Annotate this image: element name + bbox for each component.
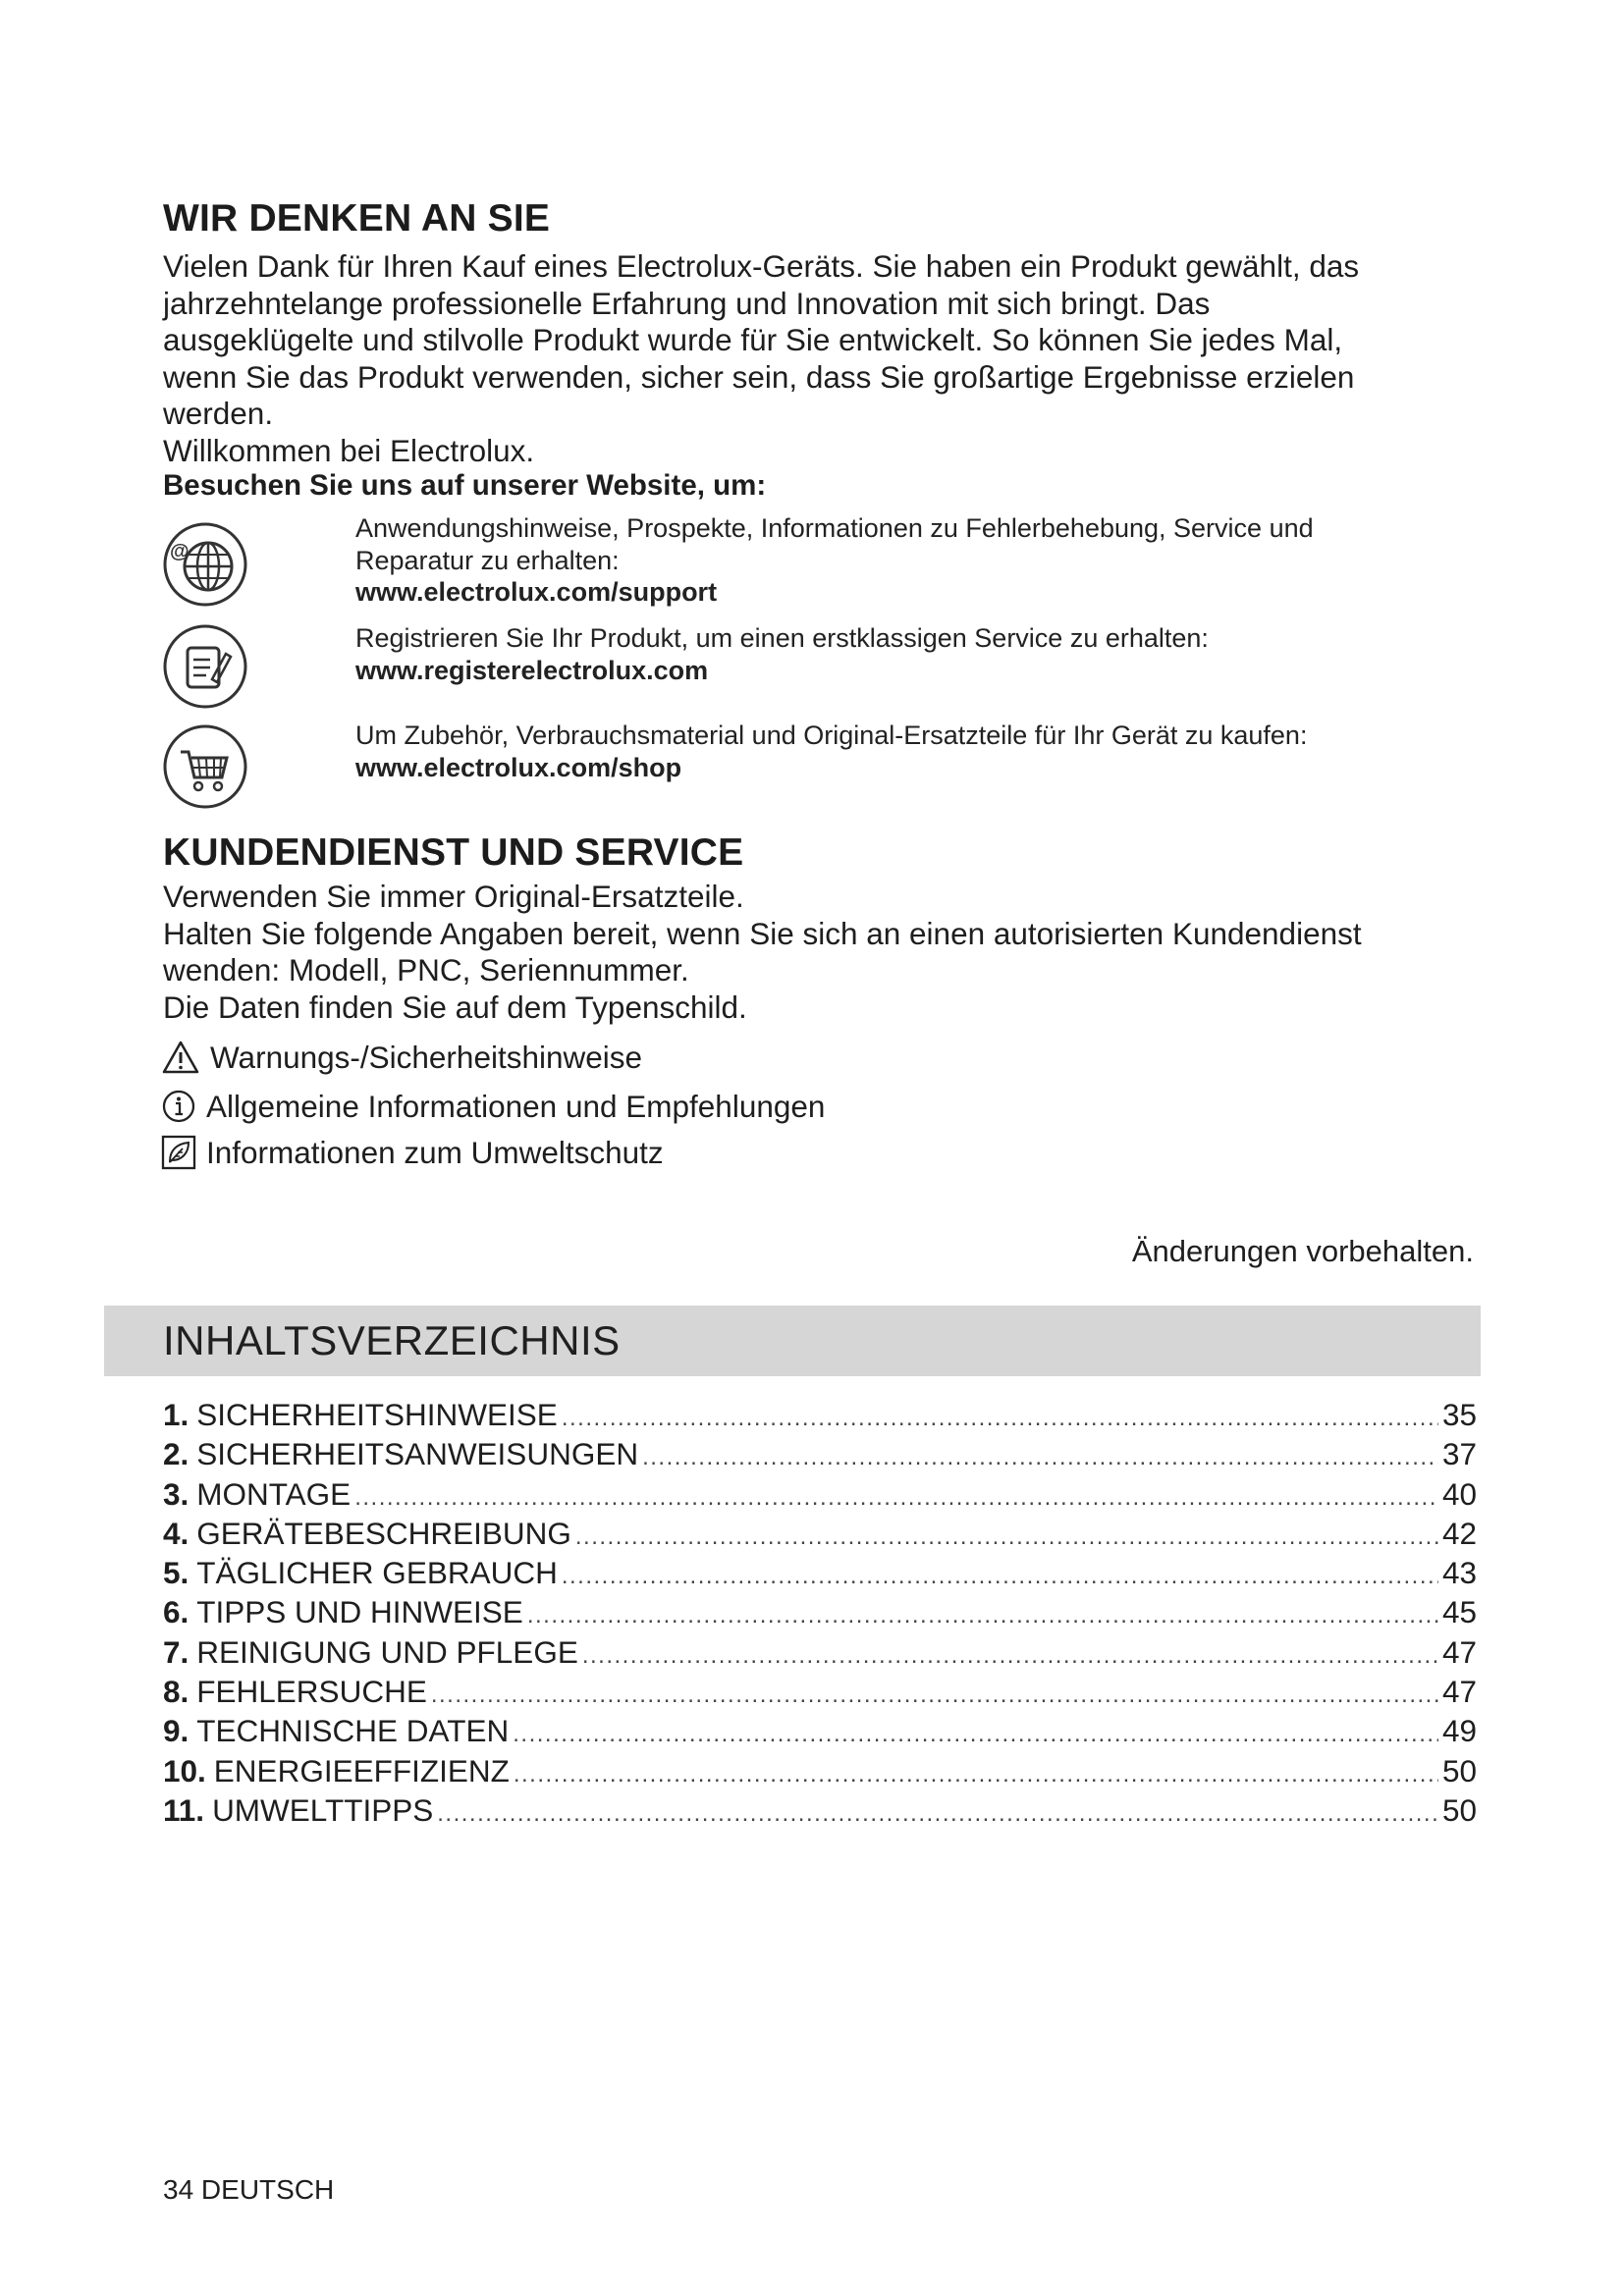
toc-entry-page: 47 bbox=[1441, 1674, 1477, 1710]
toc-entry-label: REINIGUNG UND PFLEGE bbox=[196, 1633, 578, 1670]
toc-entry-label: SICHERHEITSANWEISUNGEN bbox=[196, 1436, 639, 1472]
register-description: Registrieren Sie Ihr Produkt, um einen erstklassigen Service zu erhalten: bbox=[355, 623, 1209, 653]
toc-dot-leader bbox=[575, 1523, 1438, 1551]
toc-list bbox=[163, 1397, 1477, 1832]
toc-entry[interactable] bbox=[163, 1674, 1477, 1713]
toc-dot-leader bbox=[431, 1682, 1438, 1709]
toc-entry-number: 7. bbox=[163, 1633, 189, 1670]
changes-note: Änderungen vorbehalten. bbox=[1131, 1234, 1474, 1268]
welcome-intro-line: wenn Sie das Produkt verwenden, sicher sein, dass Sie großartige Ergebnisse erzielen bbox=[163, 358, 1355, 395]
toc-entry-page: 49 bbox=[1441, 1713, 1477, 1749]
toc-header-bar bbox=[104, 1306, 1481, 1376]
toc-entry[interactable] bbox=[163, 1397, 1477, 1436]
section-title-welcome: WIR DENKEN AN SIE bbox=[163, 197, 551, 240]
toc-entry-number: 6. bbox=[163, 1594, 189, 1630]
globe-icon bbox=[161, 520, 249, 609]
environment-leaf-icon bbox=[161, 1135, 196, 1170]
shop-url-link[interactable]: www.electrolux.com/shop bbox=[355, 752, 682, 782]
legend-environment-label: Informationen zum Umweltschutz bbox=[206, 1134, 664, 1170]
register-document-icon bbox=[161, 622, 249, 711]
toc-entry-label: ENERGIEEFFIZIENZ bbox=[213, 1752, 510, 1789]
toc-entry[interactable] bbox=[163, 1476, 1477, 1516]
service-line: Die Daten finden Sie auf dem Typenschild. bbox=[163, 988, 747, 1025]
toc-entry-label: GERÄTEBESCHREIBUNG bbox=[196, 1515, 571, 1551]
toc-entry-label: MONTAGE bbox=[196, 1475, 352, 1512]
toc-entry-page: 45 bbox=[1441, 1594, 1477, 1630]
toc-entry-page: 35 bbox=[1441, 1397, 1477, 1432]
toc-entry[interactable] bbox=[163, 1516, 1477, 1555]
toc-entry-page: 40 bbox=[1441, 1475, 1477, 1512]
support-description: Reparatur zu erhalten: bbox=[355, 545, 620, 575]
page-footer: 34 DEUTSCH bbox=[163, 2174, 335, 2205]
toc-entry-number: 9. bbox=[163, 1713, 189, 1749]
register-link-text bbox=[355, 622, 1494, 686]
shop-description: Um Zubehör, Verbrauchsmaterial und Original-Ersatzteile für Ihr Gerät zu kaufen: bbox=[355, 721, 1308, 750]
shop-link-text bbox=[355, 720, 1494, 783]
toc-entry-number: 4. bbox=[163, 1515, 189, 1551]
legend-warning-label: Warnungs-/Sicherheitshinweise bbox=[210, 1039, 643, 1075]
toc-entry-number: 5. bbox=[163, 1555, 189, 1591]
welcome-intro-line: ausgeklügelte und stilvolle Produkt wurde für Sie entwickelt. So können Sie jedes Mal, bbox=[163, 322, 1343, 357]
register-url-link[interactable]: www.registerelectrolux.com bbox=[355, 655, 709, 685]
toc-dot-leader bbox=[437, 1800, 1438, 1828]
toc-entry[interactable] bbox=[163, 1594, 1477, 1633]
legend-warning bbox=[161, 1036, 642, 1079]
toc-dot-leader bbox=[527, 1602, 1438, 1629]
toc-dot-leader bbox=[562, 1563, 1438, 1590]
toc-entry-page: 43 bbox=[1441, 1555, 1477, 1591]
section-title-service: KUNDENDIENST UND SERVICE bbox=[163, 831, 744, 874]
support-description: Anwendungshinweise, Prospekte, Informationen zu Fehlerbehebung, Service und bbox=[355, 513, 1314, 543]
welcome-intro-line: Vielen Dank für Ihren Kauf eines Electrolux-Geräts. Sie haben ein Produkt gewählt, das bbox=[163, 248, 1360, 284]
toc-entry-number: 3. bbox=[163, 1475, 189, 1512]
info-circle-icon bbox=[161, 1089, 196, 1124]
service-line: wenden: Modell, PNC, Seriennummer. bbox=[163, 952, 689, 988]
toc-entry-number: 10. bbox=[163, 1752, 206, 1789]
service-line: Verwenden Sie immer Original-Ersatzteile. bbox=[163, 879, 744, 914]
welcome-intro-line: werden. bbox=[163, 396, 274, 431]
toc-entry-label: SICHERHEITSHINWEISE bbox=[196, 1397, 558, 1432]
toc-entry[interactable] bbox=[163, 1753, 1477, 1792]
warning-triangle-icon bbox=[161, 1040, 200, 1075]
toc-dot-leader bbox=[642, 1444, 1438, 1471]
legend-info-label: Allgemeine Informationen und Empfehlungen bbox=[206, 1088, 826, 1124]
toc-entry-page: 37 bbox=[1441, 1436, 1477, 1472]
toc-dot-leader bbox=[513, 1721, 1438, 1748]
welcome-intro-line: jahrzehntelange professionelle Erfahrung und Innovation mit sich bringt. Das bbox=[163, 285, 1211, 321]
toc-dot-leader bbox=[582, 1642, 1438, 1670]
toc-entry-label: TIPPS UND HINWEISE bbox=[196, 1594, 523, 1630]
service-line: Halten Sie folgende Angaben bereit, wenn Sie sich an einen autorisierten Kundendienst bbox=[163, 915, 1362, 951]
toc-dot-leader bbox=[354, 1484, 1438, 1512]
legend-environment bbox=[161, 1131, 664, 1174]
welcome-intro-line: Willkommen bei Electrolux. bbox=[163, 432, 535, 468]
svg-text:@: @ bbox=[170, 541, 189, 562]
toc-title: INHALTSVERZEICHNIS bbox=[163, 1317, 621, 1363]
toc-entry[interactable] bbox=[163, 1713, 1477, 1752]
toc-entry-page: 42 bbox=[1441, 1515, 1477, 1551]
toc-dot-leader bbox=[562, 1405, 1438, 1432]
service-text bbox=[163, 879, 1469, 1026]
toc-entry-label: TECHNISCHE DATEN bbox=[196, 1713, 510, 1749]
toc-entry-page: 50 bbox=[1441, 1791, 1477, 1828]
toc-entry[interactable] bbox=[163, 1634, 1477, 1674]
toc-entry-number: 1. bbox=[163, 1397, 189, 1432]
toc-entry-number: 2. bbox=[163, 1436, 189, 1472]
toc-entry-page: 50 bbox=[1441, 1752, 1477, 1789]
toc-entry[interactable] bbox=[163, 1436, 1477, 1475]
toc-entry-label: FEHLERSUCHE bbox=[196, 1674, 427, 1710]
toc-entry-number: 11. bbox=[163, 1791, 205, 1828]
support-link-text bbox=[355, 512, 1494, 609]
legend-info bbox=[161, 1085, 825, 1128]
toc-entry-page: 47 bbox=[1441, 1633, 1477, 1670]
shopping-cart-icon bbox=[161, 722, 249, 811]
welcome-intro bbox=[163, 248, 1469, 469]
toc-entry[interactable] bbox=[163, 1555, 1477, 1594]
support-url-link[interactable]: www.electrolux.com/support bbox=[355, 577, 718, 607]
toc-entry-number: 8. bbox=[163, 1674, 189, 1710]
toc-dot-leader bbox=[514, 1761, 1438, 1789]
toc-entry-label: TÄGLICHER GEBRAUCH bbox=[196, 1555, 558, 1591]
toc-entry[interactable] bbox=[163, 1792, 1477, 1832]
toc-entry-label: UMWELTTIPPS bbox=[212, 1791, 434, 1828]
visit-heading: Besuchen Sie uns auf unserer Website, um: bbox=[163, 469, 767, 502]
